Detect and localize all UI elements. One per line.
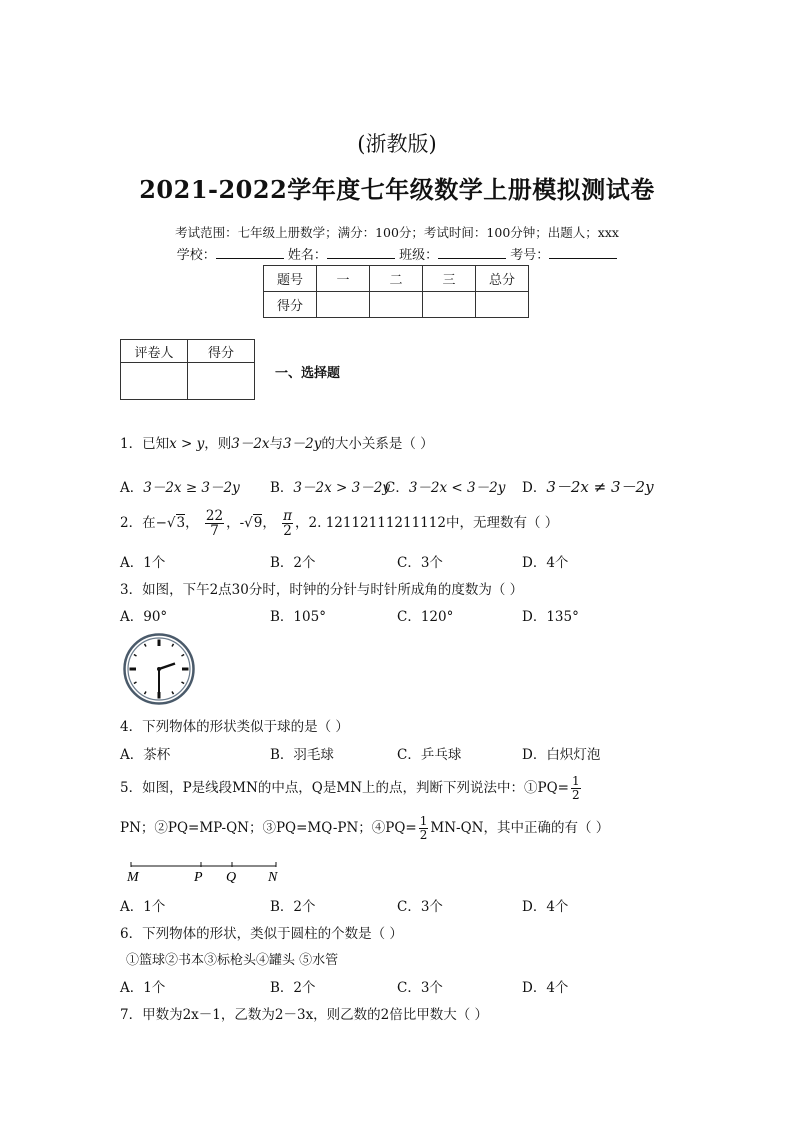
sqrt-symbol: √	[244, 515, 253, 531]
math-expression: −	[155, 515, 167, 531]
option-c[interactable]: C．乒乓球	[397, 747, 462, 763]
school-label: 学校：	[176, 248, 216, 263]
question-1	[120, 432, 434, 452]
option-c[interactable]: C．120°	[397, 609, 454, 625]
question-text: 中，无理数有（ ）	[445, 515, 559, 531]
option-b[interactable]: B．2个	[270, 555, 316, 571]
score-cell[interactable]	[476, 292, 529, 318]
question-3: 3．如图，下午2点30分时，时钟的分针与时针所成角的度数为（ ）	[120, 582, 524, 598]
option-c[interactable]: C．3－2x < 3－2y	[385, 480, 506, 496]
score-header-cell: 一	[317, 266, 370, 292]
score-table	[263, 265, 529, 318]
option-a[interactable]: A．90°	[120, 609, 168, 625]
exam-info: 考试范围：七年级上册数学；满分：100分；考试时间：100分钟；出题人；xxx	[175, 225, 619, 240]
question-text: 与	[269, 436, 284, 452]
student-info-line	[0, 244, 794, 263]
name-label: 姓名：	[287, 248, 327, 263]
question-text: ，则	[204, 436, 232, 452]
clock-figure	[122, 632, 196, 706]
score-header-cell: 题号	[264, 266, 317, 292]
score-cell[interactable]	[423, 292, 476, 318]
question-7: 7．甲数为2x－1，乙数为2－3x，则乙数的2倍比甲数大（ ）	[120, 1007, 489, 1023]
label-m: M	[127, 870, 139, 885]
option-c[interactable]: C．3个	[397, 899, 443, 915]
question-text: ，	[185, 515, 199, 531]
score-cell[interactable]	[317, 292, 370, 318]
question-4: 4．下列物体的形状类似于球的是（ ）	[120, 719, 349, 735]
question-text: 在	[142, 515, 156, 531]
score-header-cell: 总分	[476, 266, 529, 292]
option-d[interactable]: D．4个	[522, 899, 569, 915]
math-expression: 3	[176, 515, 186, 531]
grader-cell[interactable]	[121, 363, 188, 400]
option-a[interactable]: A．茶杯	[120, 747, 171, 763]
question-number: 2．	[120, 515, 143, 531]
score-row-label: 得分	[264, 292, 317, 318]
option-a[interactable]: A．1个	[120, 899, 166, 915]
section-title: 一、选择题	[275, 366, 341, 381]
question-text: 的大小关系是（ ）	[321, 436, 434, 452]
score-cell[interactable]	[370, 292, 423, 318]
question-text: 已知	[142, 436, 170, 452]
option-c[interactable]: C．3个	[397, 980, 443, 996]
math-expression: x > y	[169, 436, 205, 452]
option-a[interactable]: A．1个	[120, 980, 166, 996]
math-expression: -	[239, 515, 245, 531]
option-d[interactable]: D．4个	[522, 555, 569, 571]
option-d[interactable]: D．4个	[522, 980, 569, 996]
question-2	[120, 505, 558, 541]
grader-table	[120, 339, 255, 400]
fraction: $\frac{1}{2}$	[419, 814, 428, 842]
option-d[interactable]: D．3－2x ≠ 3－2y	[522, 478, 654, 496]
question-text: ，	[226, 515, 240, 531]
math-expression: 3－2x	[231, 436, 270, 452]
exam-number-blank[interactable]	[549, 246, 617, 259]
option-b[interactable]: B．2个	[270, 980, 316, 996]
score-header-cell: 二	[370, 266, 423, 292]
option-b[interactable]: B．2个	[270, 899, 316, 915]
school-blank[interactable]	[216, 246, 284, 259]
option-d[interactable]: D．135°	[522, 609, 579, 625]
question-number: 1．	[120, 436, 143, 452]
math-expression: 3－2y	[283, 436, 322, 452]
exam-number-label: 考号：	[510, 248, 550, 263]
option-a[interactable]: A．3－2x ≥ 3－2y	[120, 480, 240, 496]
question-6: 6．下列物体的形状，类似于圆柱的个数是（ ）	[120, 926, 403, 942]
option-b[interactable]: B．羽毛球	[270, 747, 334, 763]
edition-label: (浙教版)	[357, 132, 437, 156]
label-q: Q	[226, 870, 237, 885]
label-p: P	[194, 870, 203, 885]
option-b[interactable]: B．105°	[270, 609, 326, 625]
segment-figure	[124, 855, 284, 885]
question-6-items: ①篮球②书本③标枪头④罐头 ⑤水管	[126, 953, 339, 968]
name-blank[interactable]	[327, 246, 395, 259]
class-blank[interactable]	[438, 246, 506, 259]
option-d[interactable]: D．白炽灯泡	[522, 747, 601, 763]
fraction: $\frac{\pi}{2}$	[283, 507, 293, 539]
option-c[interactable]: C．3个	[397, 555, 443, 571]
class-label: 班级：	[399, 248, 439, 263]
grader-cell[interactable]	[188, 363, 255, 400]
score-header-cell: 三	[423, 266, 476, 292]
question-text: ，	[262, 515, 276, 531]
exam-title: 2021-2022学年度七年级数学上册模拟测试卷	[139, 175, 655, 204]
option-a[interactable]: A．1个	[120, 555, 166, 571]
question-5-line-1: 5．如图，P是线段MN的中点，Q是MN上的点，判断下列说法中：①PQ= $\frac{1}{2}$	[120, 774, 580, 802]
fraction: $\frac{1}{2}$	[571, 774, 580, 802]
fraction: $\frac{22}{7}$	[205, 507, 224, 539]
math-expression: 9	[253, 515, 263, 531]
sqrt-symbol: √	[166, 515, 176, 531]
option-b[interactable]: B．3－2x > 3－2y	[270, 480, 390, 496]
grader-header-cell: 得分	[188, 340, 255, 363]
question-text: ，	[295, 515, 309, 531]
clock-center	[157, 667, 161, 671]
question-5-line-2: PN；②PQ=MP-QN；③PQ=MQ-PN；④PQ= $\frac{1}{2}$ MN-QN，其中正确的有（ ）	[120, 814, 610, 842]
grader-header-cell: 评卷人	[121, 340, 188, 363]
label-n: N	[268, 870, 278, 885]
math-expression: 2. 12112111211112	[308, 515, 446, 531]
